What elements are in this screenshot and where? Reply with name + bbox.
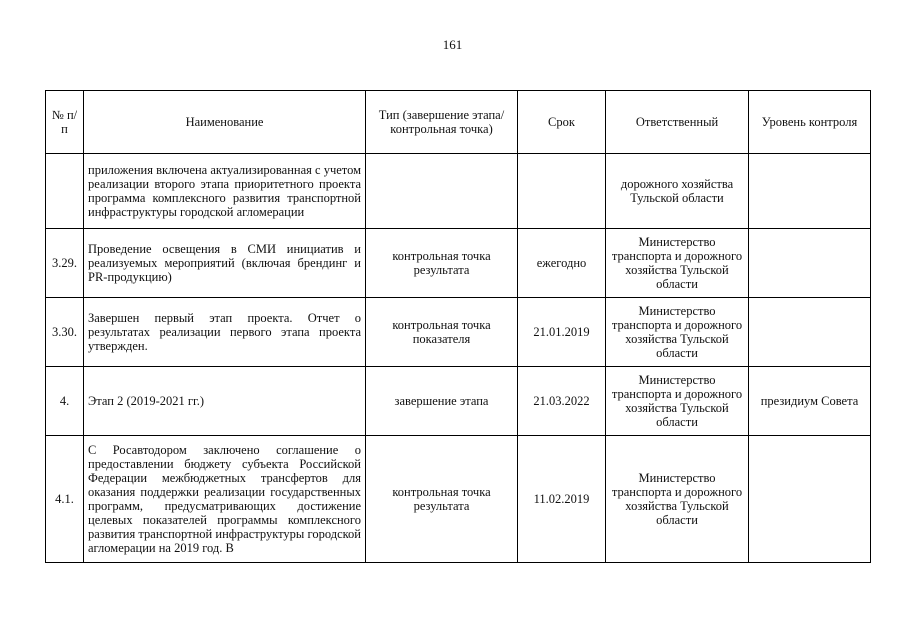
- row-deadline: ежегодно: [518, 229, 606, 298]
- row-type: контрольная точка результата: [366, 436, 518, 563]
- row-name: Проведение освещения в СМИ инициатив и реализуемых мероприятий (включая брендинг и PR-продукцию): [84, 229, 366, 298]
- header-responsible: Ответственный: [606, 91, 749, 154]
- row-level: [749, 436, 871, 563]
- row-level: [749, 154, 871, 229]
- row-num: 4.1.: [46, 436, 84, 563]
- row-type: контрольная точка результата: [366, 229, 518, 298]
- row-responsible: Министерство транспорта и дорожного хозяйства Тульской области: [606, 436, 749, 563]
- row-type: контрольная точка показателя: [366, 298, 518, 367]
- row-num: 3.29.: [46, 229, 84, 298]
- row-level: [749, 229, 871, 298]
- control-points-table: [45, 90, 871, 563]
- table-row: [46, 154, 871, 229]
- row-responsible: дорожного хозяйства Тульской области: [606, 154, 749, 229]
- row-deadline: 11.02.2019: [518, 436, 606, 563]
- row-num: 3.30.: [46, 298, 84, 367]
- row-name: приложения включена актуализированная с учетом реализации второго этапа приоритетного проекта программа комплексного развития транспортной инфраструктуры городской агломерации: [84, 154, 366, 229]
- row-responsible: Министерство транспорта и дорожного хозяйства Тульской области: [606, 298, 749, 367]
- header-level: Уровень контроля: [749, 91, 871, 154]
- header-num: № п/п: [46, 91, 84, 154]
- row-name: С Росавтодором заключено соглашение о предоставлении бюджету субъекта Российской Федерации межбюджетных трансфертов для оказания поддержки реализации государственных программ, предусматривающих достижение целевых показателей программы комплексного развития транспортной инфраструктуры городской агломерации на 2019 год. В: [84, 436, 366, 563]
- table-row: [46, 436, 871, 563]
- table-header-row: [46, 91, 871, 154]
- row-num: 4.: [46, 367, 84, 436]
- row-responsible: Министерство транспорта и дорожного хозяйства Тульской области: [606, 229, 749, 298]
- table-row: [46, 229, 871, 298]
- row-deadline: [518, 154, 606, 229]
- header-name: Наименование: [84, 91, 366, 154]
- row-name: Этап 2 (2019-2021 гг.): [84, 367, 366, 436]
- table-row: [46, 367, 871, 436]
- row-type: [366, 154, 518, 229]
- row-num: [46, 154, 84, 229]
- header-deadline: Срок: [518, 91, 606, 154]
- row-name: Завершен первый этап проекта. Отчет о результатах реализации первого этапа проекта утвержден.: [84, 298, 366, 367]
- row-type: завершение этапа: [366, 367, 518, 436]
- page-number: 161: [442, 37, 463, 52]
- row-level: президиум Совета: [749, 367, 871, 436]
- row-deadline: 21.03.2022: [518, 367, 606, 436]
- header-type: Тип (завершение этапа/контрольная точка): [366, 91, 518, 154]
- table-row: [46, 298, 871, 367]
- row-deadline: 21.01.2019: [518, 298, 606, 367]
- row-level: [749, 298, 871, 367]
- row-responsible: Министерство транспорта и дорожного хозяйства Тульской области: [606, 367, 749, 436]
